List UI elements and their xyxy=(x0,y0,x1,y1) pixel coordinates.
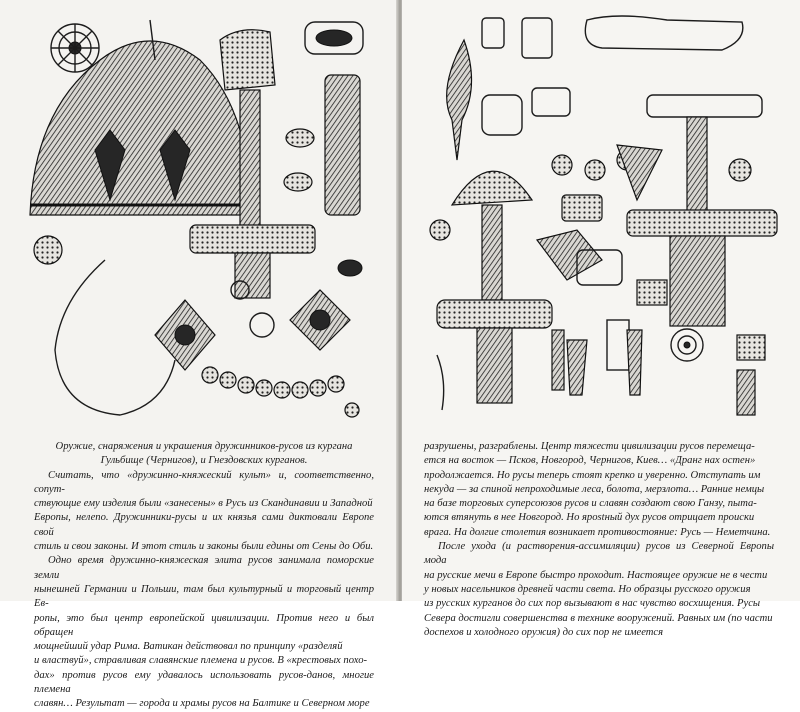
right-text-block xyxy=(424,440,774,640)
buckle-drawing xyxy=(537,230,667,305)
text-line: на русские мечи в Европе быстро проходит. Настоящее оружие не в чести xyxy=(424,569,768,581)
text-line: ются втянуть в нее Новгород. Но ярostный дух русов отрицает происки xyxy=(424,512,755,524)
text-line: После ухода (и растворения-ассимиляции) русов из Северной Европы мода xyxy=(424,541,774,567)
text-line: ствующие ему изделия были «занесены» в Русь из Скандинавии и Западной xyxy=(34,498,373,510)
spearhead-drawing xyxy=(447,40,472,160)
text-line: Считать, что «дружинно-княжеский культ» и, соответственно, сопут- xyxy=(34,469,374,495)
round-brooch-drawing xyxy=(51,24,99,72)
left-illustration-plate xyxy=(0,0,398,440)
text-line: нынешней Германии и Польши, там был культурный и торговый центр Ев- xyxy=(34,583,374,610)
helmet-drawing xyxy=(30,20,252,215)
text-line: ропы, это был центр европейской цивилизации. Против него и был обращен xyxy=(34,612,374,638)
left-text-block xyxy=(34,440,374,712)
text-line: у новых насельников древней части света. Но образцы русского оружия xyxy=(424,583,751,595)
text-line: славян… Результат — города и храмы русов на Балтике и Северном море xyxy=(34,698,370,710)
text-line: Европы, нелепо. Дружинники-русы и их князья сами диктовали Европе свой xyxy=(34,512,374,538)
text-line: на базе торговых суперсоюзов русов и славян создают свою Ганзу, пыта- xyxy=(424,498,757,510)
text-line: и властвуй», стравливая славянские племена и русов. В «крестовых похо- xyxy=(34,655,368,667)
text-line: ется на восток — Псков, Новгород, Чернигов, Киев… «Дранг нах остен» xyxy=(424,455,756,467)
text-line: некуда — за спиной непроходимые леса, болота, мерзлота… Ранние немцы xyxy=(424,483,765,495)
sword-drawing xyxy=(437,171,552,403)
text-line: Одно время дружинно-княжеская элита русов занимала поморские земли xyxy=(34,555,374,581)
right-page xyxy=(402,0,800,638)
text-line: Севера достигли совершенства в технике вооружений. Равных им (по части xyxy=(424,612,773,624)
text-line: мощнейший удар Рима. Ватикан действовал по принципу «разделяй xyxy=(34,641,343,653)
right-illustration-plate xyxy=(402,0,800,430)
text-line: доспехов и холодного оружия) до сих пор не имеется xyxy=(424,626,664,638)
text-line: из русских курганов до сих пор вызывают в нас чувство восхищения. Русы xyxy=(424,598,761,610)
text-line: разрушены, разграблены. Центр тяжести цивилизации русов перемеща- xyxy=(424,441,755,452)
bead-necklace-drawing xyxy=(202,367,359,417)
belt-plaque-drawing xyxy=(305,22,363,54)
text-line: врага. На долгие столетия возникает противостояние: Русь — Неметчина. xyxy=(424,526,771,538)
text-line: продолжается. Но русы теперь стоят крепко и уверенно. Отступать им xyxy=(424,469,761,481)
text-line: стиль и свои законы. И этот стиль и законы были едины от Сены до Оби. xyxy=(34,541,374,553)
text-line: дах» против русов ему удавалось использовать русов-данов, многие племена xyxy=(34,669,374,696)
neck-ring-drawing xyxy=(34,236,175,415)
left-page xyxy=(0,0,398,710)
figure-caption: Оружие, снаряжения и украшения дружинников-русов из кургана Гульбище (Чернигов), и Гнездовских курганов. xyxy=(55,441,353,467)
